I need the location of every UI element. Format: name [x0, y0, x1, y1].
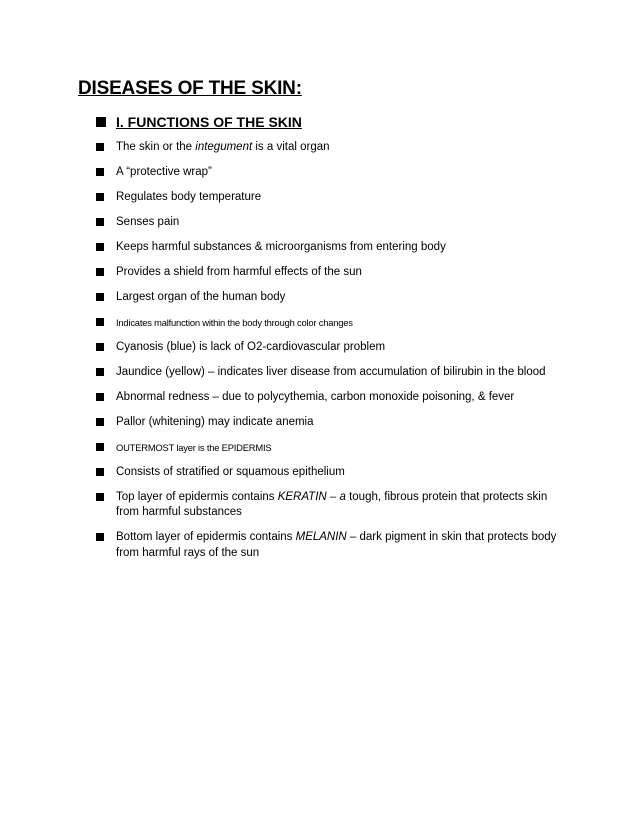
list-item-text: Keeps harmful substances & microorganisms from entering body — [116, 241, 446, 253]
list-item — [96, 315, 566, 330]
list-item-text: Cyanosis (blue) is lack of O2-cardiovascular problem — [116, 341, 386, 353]
list-item-text: Regulates body temperature — [116, 191, 262, 203]
list-item-text: Largest organ of the human body — [116, 291, 286, 303]
section-heading — [96, 112, 566, 132]
bullet-square-icon — [96, 443, 104, 451]
bullet-square-icon — [96, 368, 104, 376]
list-item-text: Abnormal redness – due to polycythemia, carbon monoxide poisoning, & fever — [116, 391, 515, 403]
list-item-text: Top layer of epidermis contains — [116, 491, 278, 503]
list-item — [96, 415, 566, 430]
list-item-text: The skin or the — [116, 141, 196, 153]
bullet-square-icon — [96, 418, 104, 426]
list-item — [96, 530, 566, 561]
bullet-square-icon — [96, 468, 104, 476]
list-item — [96, 165, 566, 180]
document-title: DISEASES OF THE SKIN: — [78, 78, 302, 99]
list-item — [96, 290, 566, 305]
list-item-text: Bottom layer of epidermis contains — [116, 531, 296, 544]
list-item-emphasis: MELANIN — [295, 531, 347, 544]
list-item-text: Senses pain — [116, 216, 180, 228]
list-item-text: Indicates malfunction within the body through color changes — [116, 317, 353, 328]
list-item-text: A “protective wrap” — [116, 166, 212, 178]
list-item — [96, 390, 566, 405]
list-item-text: Consists of stratified or squamous epithelium — [116, 466, 345, 478]
list-item-text: OUTERMOST layer is the EPIDERMIS — [116, 442, 272, 453]
bullet-square-icon — [96, 293, 104, 301]
bullet-square-icon — [96, 533, 104, 541]
bullet-square-icon — [96, 343, 104, 351]
list-item-text: tough, fibrous protein that protects skin from harmful substances — [116, 491, 548, 519]
list-item-emphasis: KERATIN – a — [277, 491, 346, 503]
list-item-emphasis: integument — [195, 141, 253, 153]
list-item — [96, 490, 566, 521]
bullet-square-icon — [96, 493, 104, 501]
section-heading-text: I. FUNCTIONS OF THE SKIN — [116, 114, 302, 130]
list-item — [96, 440, 566, 455]
bullet-square-icon — [96, 268, 104, 276]
list-item — [96, 465, 566, 480]
bullet-square-icon — [96, 117, 106, 127]
list-item — [96, 190, 566, 205]
list-item-text: – dark pigment in skin that protects body from harmful rays of the sun — [116, 531, 557, 559]
bullet-square-icon — [96, 393, 104, 401]
list-item-text: is a vital organ — [252, 141, 330, 153]
list-item — [96, 240, 566, 255]
bullet-square-icon — [96, 318, 104, 326]
bullet-square-icon — [96, 143, 104, 151]
bullet-square-icon — [96, 168, 104, 176]
list-item-text: Pallor (whitening) may indicate anemia — [116, 416, 314, 428]
list-item-text: Jaundice (yellow) – indicates liver disease from accumulation of bilirubin in the blood — [116, 366, 546, 378]
bullet-square-icon — [96, 243, 104, 251]
bullet-square-icon — [96, 193, 104, 201]
list-item-text: Provides a shield from harmful effects of the sun — [116, 266, 362, 278]
list-item — [96, 365, 566, 380]
list-item — [96, 265, 566, 280]
bullet-square-icon — [96, 218, 104, 226]
list-item — [96, 215, 566, 230]
bullet-list — [96, 112, 566, 571]
list-item — [96, 340, 566, 355]
list-item — [96, 140, 566, 155]
